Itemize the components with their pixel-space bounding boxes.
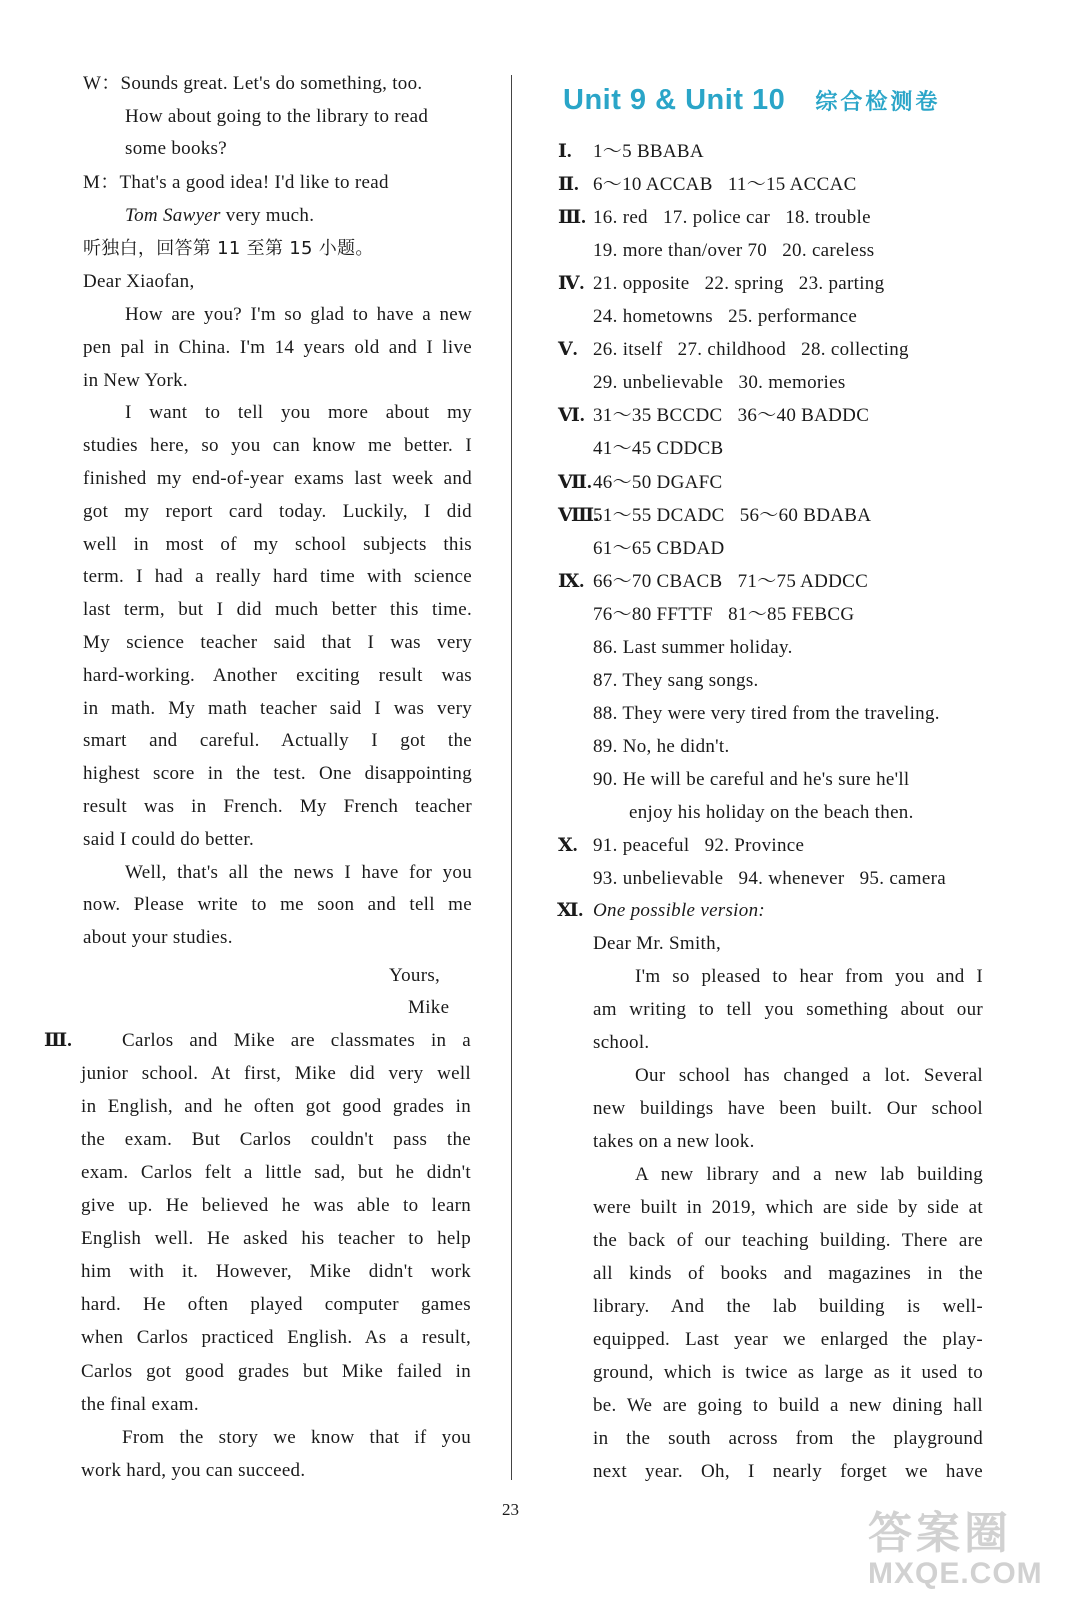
f2: junior school. At first, Mike did very well [81, 1063, 471, 1084]
f1: Well, that's all the news I have for you [125, 862, 472, 883]
f2: work hard, you can succeed. [81, 1460, 306, 1481]
f1: pen pal in China. I'm 14 years old and I live [83, 337, 472, 358]
answer-line: 24. hometowns 25. performance [593, 306, 858, 327]
f3: equipped. Last year we enlarged the play- [593, 1329, 983, 1350]
answer-line: 1～5 BBABA [593, 141, 704, 162]
f1: result was in French. My French teacher [83, 796, 472, 817]
f2: From the story we know that if you [122, 1427, 471, 1448]
f2: English well. He asked his teacher to help [81, 1228, 471, 1249]
f1: finished my end-of-year exams last week and [83, 468, 472, 489]
answer-line: 66～70 CBACB 71～75 ADDCC [593, 571, 869, 592]
f1: last term, but I did much better this time. [83, 599, 472, 620]
answer-line: 86. Last summer holiday. [593, 637, 793, 658]
section-11-label: Ⅺ. [557, 900, 584, 921]
unit-title [563, 84, 940, 117]
f1: well in most of my school subjects this [83, 534, 472, 555]
f3: in the south across from the playground [593, 1428, 983, 1449]
answer-line: 88. They were very tired from the traveling. [593, 703, 940, 724]
answer-line: 29. unbelievable 30. memories [593, 372, 846, 393]
dialogue-line-3: some books? [125, 138, 227, 159]
answer-line: 16. red 17. police car 18. trouble [593, 207, 871, 228]
page-number: 23 [502, 1500, 519, 1519]
answer-line: 46～50 DGAFC [593, 472, 723, 493]
answer-section-label: Ⅳ. [558, 273, 585, 294]
answer-line: enjoy his holiday on the beach then. [629, 802, 914, 823]
f3: I'm so pleased to hear from you and I [635, 966, 983, 987]
f1: I want to tell you more about my [125, 402, 472, 423]
f1: smart and careful. Actually I got the [83, 730, 472, 751]
f1: term. I had a really hard time with science [83, 566, 472, 587]
f3: school. [593, 1032, 650, 1053]
answer-line: 89. No, he didn't. [593, 736, 730, 757]
f3: ground, which is twice as large as it used to [593, 1362, 983, 1383]
listening-instruction: 听独白，回答第 11 至第 15 小题。 [83, 238, 374, 259]
answer-section-label: Ⅱ. [558, 174, 579, 195]
f1: in New York. [83, 370, 188, 391]
answer-line: 76～80 FFTTF 81～85 FEBCG [593, 604, 855, 625]
answer-line: 91. peaceful 92. Province [593, 835, 805, 856]
watermark-logo [868, 1510, 1043, 1590]
f1: said I could do better. [83, 829, 254, 850]
answer-line: 19. more than/over 70 20. careless [593, 240, 875, 261]
f3: takes on a new look. [593, 1131, 755, 1152]
f1: studies here, so you can know me better. I [83, 435, 472, 456]
f2: the exam. But Carlos couldn't pass the [81, 1129, 471, 1150]
f1: highest score in the test. One disappointing [83, 763, 472, 784]
f1: about your studies. [83, 927, 233, 948]
f1: in math. My math teacher said I was very [83, 698, 472, 719]
f2: hard. He often played computer games [81, 1294, 471, 1315]
dialogue-line-2: How about going to the library to read [125, 106, 429, 127]
letter-signature: Mike [408, 997, 450, 1018]
f1: got my report card today. Luckily, I did [83, 501, 472, 522]
f3: A new library and a new lab building [635, 1164, 983, 1185]
answer-line: 41～45 CDDCB [593, 438, 724, 459]
answer-section-label: Ⅵ. [558, 405, 585, 426]
answer-line: 61～65 CBDAD [593, 538, 725, 559]
answer-section-label: Ⅰ. [558, 141, 572, 162]
essay-greeting: Dear Mr. Smith, [593, 933, 721, 954]
f1: My science teacher said that I was very [83, 632, 472, 653]
section-3-label: Ⅲ. [44, 1030, 72, 1051]
answer-line: 51～55 DCADC 56～60 BDABA [593, 505, 872, 526]
watermark-bottom: MXQE.COM [868, 1557, 1043, 1590]
f2: Carlos and Mike are classmates in a [122, 1030, 471, 1051]
dialogue-line-1: W：Sounds great. Let's do something, too. [83, 73, 423, 94]
unit-title-text: Unit 9 & Unit 10 [563, 84, 786, 116]
answer-line: 31～35 BCCDC 36～40 BADDC [593, 405, 870, 426]
f2: when Carlos practiced English. As a result, [81, 1327, 471, 1348]
f3: the back of our teaching building. There are [593, 1230, 983, 1251]
answer-line: 87. They sang songs. [593, 670, 759, 691]
f1: hard-working. Another exciting result was [83, 665, 472, 686]
answer-section-label: Ⅲ. [558, 207, 586, 228]
f3: be. We are going to build a new dining hall [593, 1395, 983, 1416]
answer-section-label: Ⅸ. [558, 571, 585, 592]
watermark-top: 答案圈 [868, 1509, 1012, 1558]
f3: next year. Oh, I nearly forget we have [593, 1461, 983, 1482]
column-divider [511, 75, 512, 1480]
f3: library. And the lab building is well- [593, 1296, 983, 1317]
dialogue-line-4: M：That's a good idea! I'd like to read [83, 172, 389, 193]
answer-section-label: Ⅴ. [558, 339, 578, 360]
section-11-intro: One possible version: [593, 900, 765, 921]
letter-greeting: Dear Xiaofan, [83, 271, 195, 292]
answer-line: 21. opposite 22. spring 23. parting [593, 273, 885, 294]
answer-line: 26. itself 27. childhood 28. collecting [593, 339, 909, 360]
f3: new buildings have been built. Our school [593, 1098, 983, 1119]
letter-closing: Yours, [389, 965, 441, 986]
f2: in English, and he often got good grades in [81, 1096, 471, 1117]
unit-subtitle: 综合检测卷 [815, 89, 941, 114]
answer-line: 93. unbelievable 94. whenever 95. camera [593, 868, 946, 889]
f3: Our school has changed a lot. Several [635, 1065, 983, 1086]
f1: now. Please write to me soon and tell me [83, 894, 472, 915]
f2: him with it. However, Mike didn't work [81, 1261, 471, 1282]
answer-section-label: Ⅷ. [558, 505, 599, 526]
answer-line: 6～10 ACCAB 11～15 ACCAC [593, 174, 857, 195]
f3: all kinds of books and magazines in the [593, 1263, 983, 1284]
f2: exam. Carlos felt a little sad, but he didn't [81, 1162, 471, 1183]
f2: the final exam. [81, 1394, 199, 1415]
f3: were built in 2019, which are side by side at [593, 1197, 983, 1218]
f1: How are you? I'm so glad to have a new [125, 304, 472, 325]
dialogue-line-5: Tom Sawyer very much. [125, 205, 315, 226]
answer-section-label: Ⅶ. [558, 472, 592, 493]
f2: give up. He believed he was able to learn [81, 1195, 471, 1216]
answer-line: 90. He will be careful and he's sure he'll [593, 769, 910, 790]
answer-section-label: Ⅹ. [558, 835, 578, 856]
f3: am writing to tell you something about our [593, 999, 983, 1020]
f2: Carlos got good grades but Mike failed in [81, 1361, 471, 1382]
